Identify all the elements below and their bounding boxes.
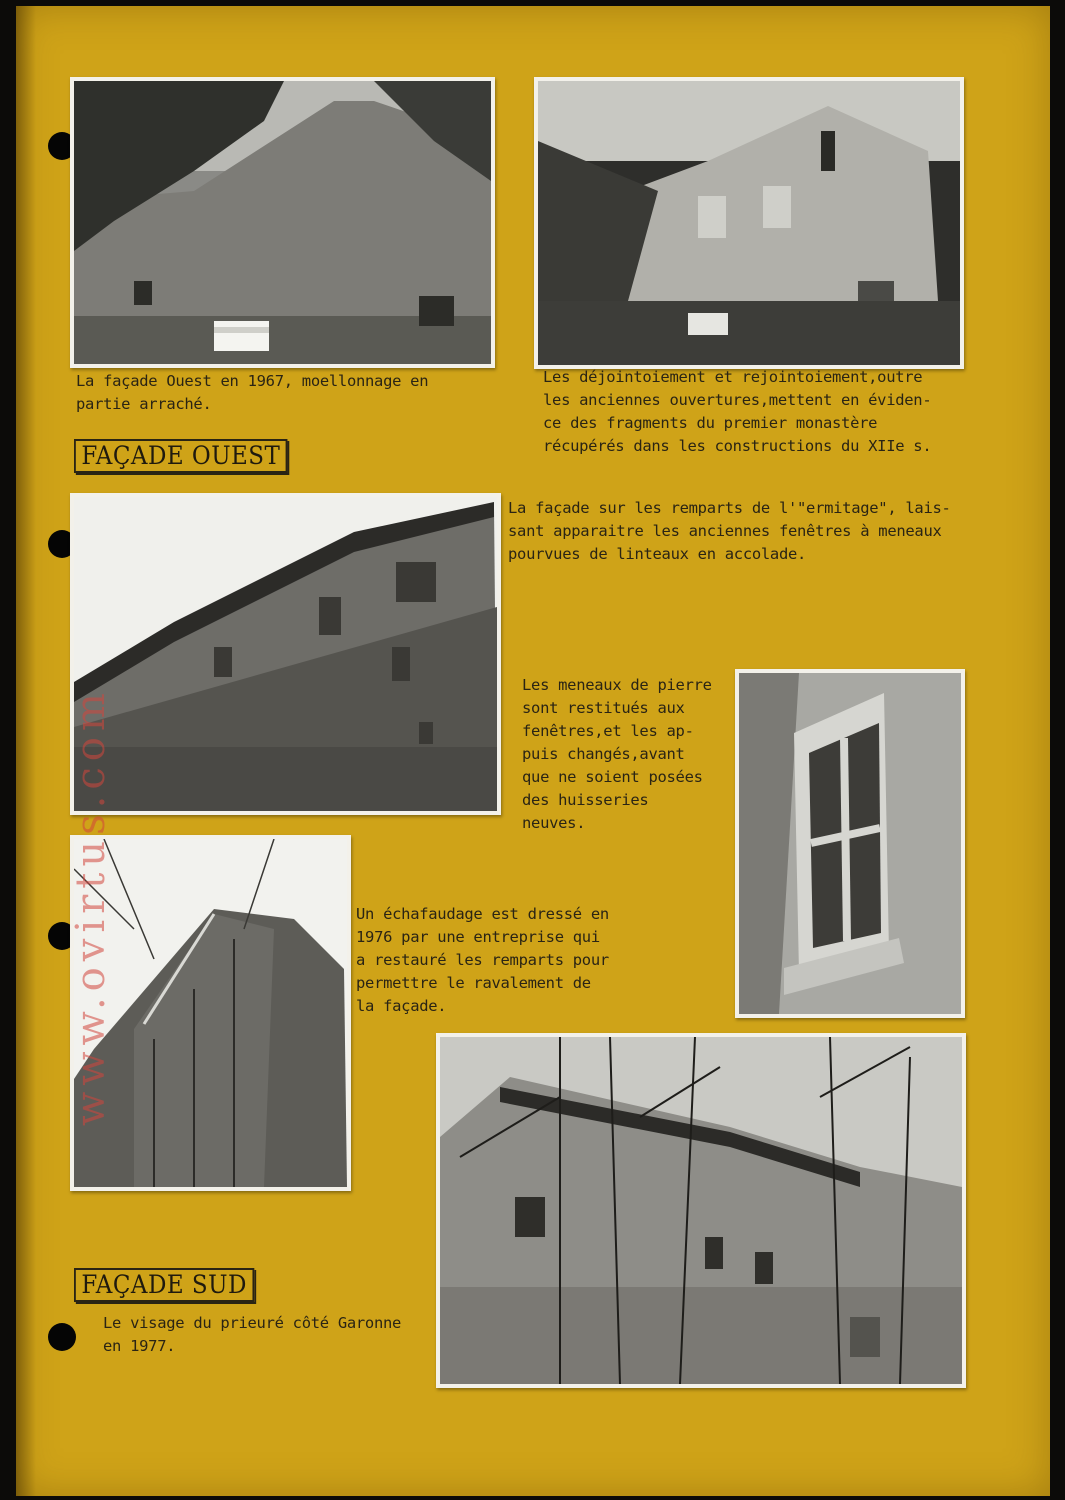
caption-ermitage: La façade sur les remparts de l'"ermitage", lais- sant apparaitre les anciennes fenêtres à meneaux pourvues de linteaux en accolade. <box>508 499 951 563</box>
caption-echafaudage: Un échafaudage est dressé en 1976 par une entreprise qui a restauré les remparts pour permettre le ravalement de la façade. <box>356 905 609 1015</box>
heading-facade-sud: FAÇADE SUD <box>74 1268 254 1302</box>
photo-window-mullions <box>735 669 965 1018</box>
caption-west-1967: La façade Ouest en 1967, moellonnage en partie arraché. <box>76 372 429 413</box>
document-page <box>16 6 1050 1496</box>
photo-ermitage-facade <box>70 493 501 815</box>
caption-rejointoiement: Les déjointoiement et rejointoiement,outre les anciennes ouvertures,mettent en éviden- ce des fragments du premier monastère récupérés dans les constructions du XIIe s. <box>543 368 932 455</box>
page-edge-shadow <box>16 6 36 1496</box>
caption-garonne: Le visage du prieuré côté Garonne en 1977. <box>103 1314 402 1355</box>
watermark-text: www.ovirtus.com <box>68 687 114 1126</box>
punch-hole <box>48 1323 76 1351</box>
photo-west-facade-1967 <box>70 77 495 368</box>
photo-rejointoiement <box>534 77 964 369</box>
caption-meneaux: Les meneaux de pierre sont restitués aux fenêtres,et les ap- puis changés,avant que ne soient posées des huisseries neuves. <box>522 676 712 832</box>
heading-facade-ouest: FAÇADE OUEST <box>74 439 288 473</box>
photo-south-garonne <box>436 1033 966 1388</box>
